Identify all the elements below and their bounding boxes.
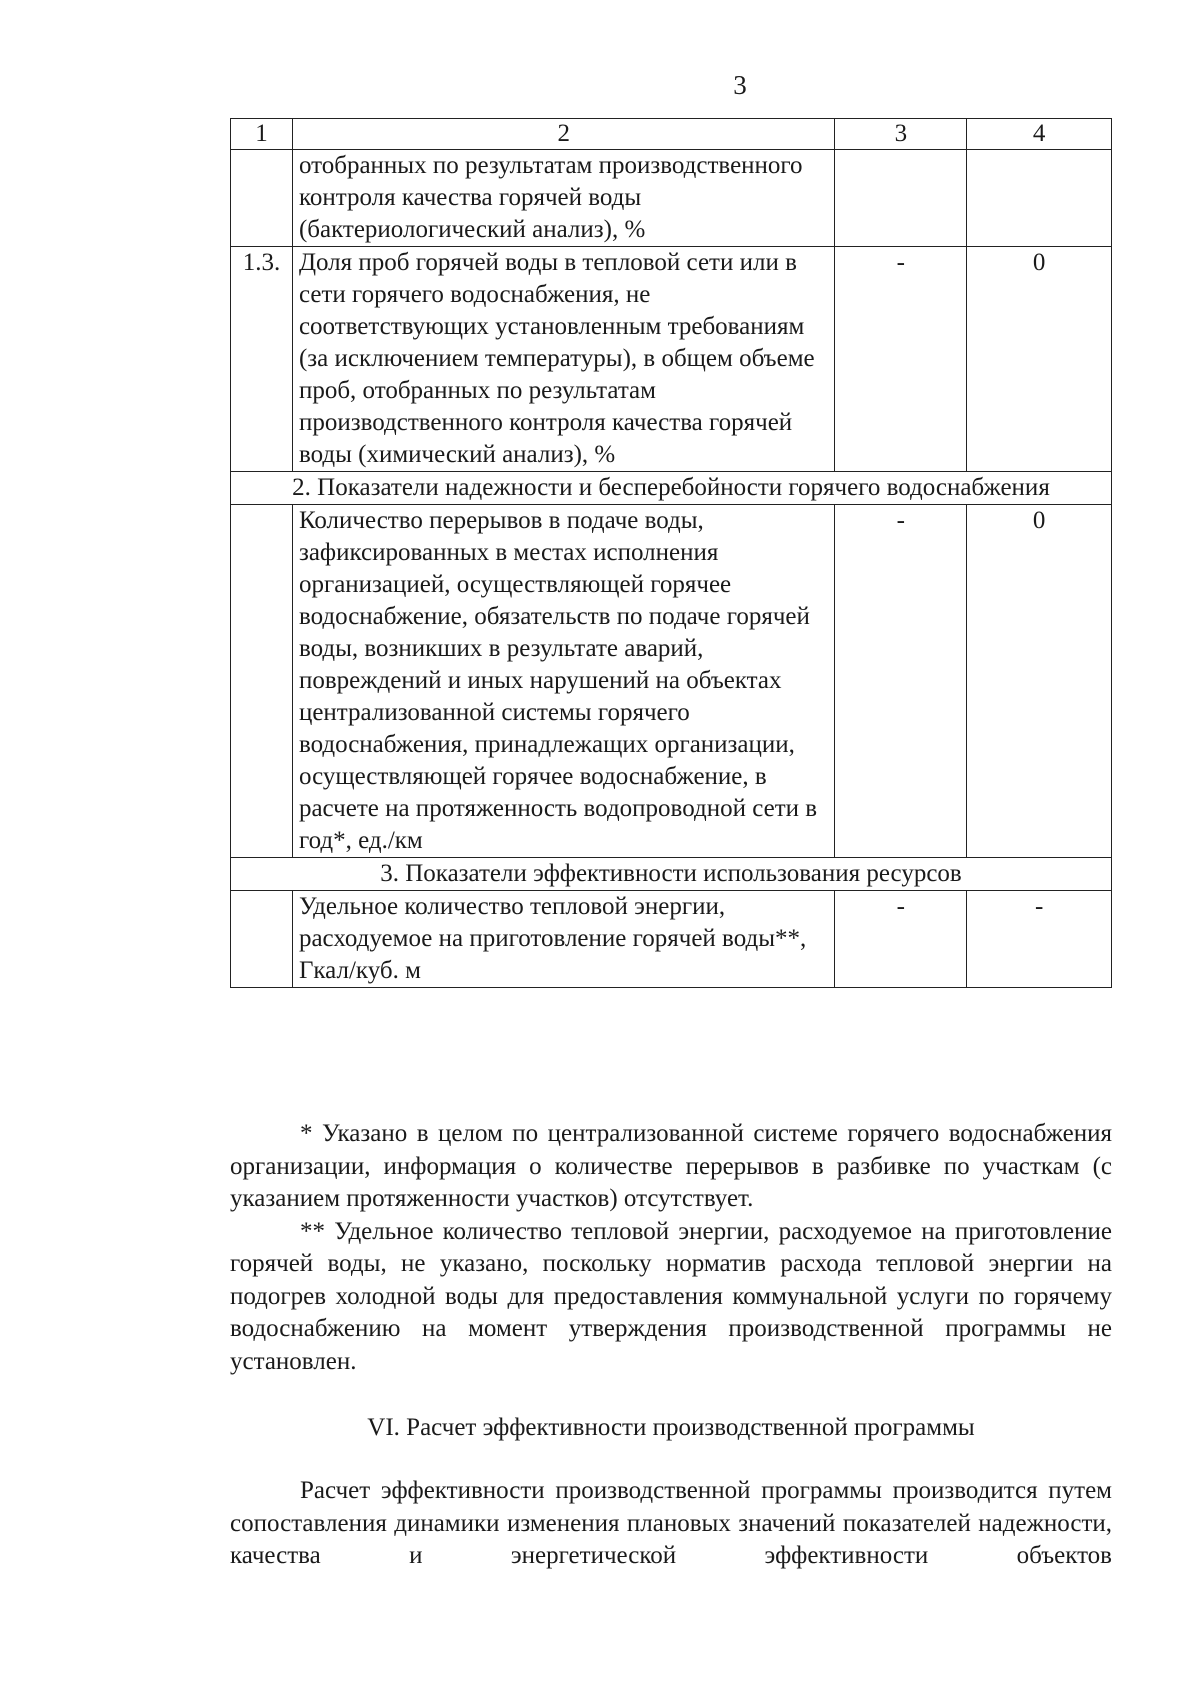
row-value-col4: 0 [967,505,1112,858]
row-number [231,891,293,988]
section-2-title: 2. Показатели надежности и бесперебойности горячего водоснабжения [231,472,1112,505]
footnote-1: * Указано в целом по централизованной системе горячего водоснабжения организации, информация о количестве перерывов в разбивке по участкам (с указанием протяженности участков) отсутствует. [230,1120,1112,1212]
row-value-col3: - [835,247,967,472]
row-value-col3 [835,150,967,247]
header-cell-4: 4 [967,119,1112,150]
page-number: 3 [733,70,747,100]
row-description: Удельное количество тепловой энергии, расходуемое на приготовление горячей воды**, Гкал/куб. м [292,891,834,988]
indicators-table [230,118,1112,988]
header-cell-2: 2 [292,119,834,150]
row-value-col4: 0 [967,247,1112,472]
row-description: Доля проб горячей воды в тепловой сети или в сети горячего водоснабжения, не соответствующих установленным требованиям (за исключением температуры), в общем объеме проб, отобранных по результатам производственного контроля качества горячей воды (химический анализ), % [292,247,834,472]
row-value-col4: - [967,891,1112,988]
table-row [231,150,1112,247]
row-value-col3: - [835,505,967,858]
table-row [231,247,1112,472]
row-value-col4 [967,150,1112,247]
row-value-col3: - [835,891,967,988]
section-vi-paragraph: Расчет эффективности производственной программы производится путем сопоставления динамики изменения плановых значений показателей надежности, качества и энергетической эффективности объектов [230,1477,1112,1569]
section-vi-heading: VI. Расчет эффективности производственной программы [367,1414,975,1441]
table-header-row [231,119,1112,150]
row-number: 1.3. [231,247,293,472]
table-row [231,891,1112,988]
row-number [231,505,293,858]
row-description: Количество перерывов в подаче воды, зафиксированных в местах исполнения организацией, осуществляющей горячее водоснабжение, обязательств по подаче горячей воды, возникших в результате аварий, повреждений и иных нарушений на объектах централизованной системы горячего водоснабжения, принадлежащих организации, осуществляющей горячее водоснабжение, в расчете на протяженность водопроводной сети в год*, ед./км [292,505,834,858]
section-title-row [231,858,1112,891]
table-row [231,505,1112,858]
footnotes [230,1118,1112,1378]
section-3-title: 3. Показатели эффективности использования ресурсов [231,858,1112,891]
section-title-row [231,472,1112,505]
row-number [231,150,293,247]
row-description: отобранных по результатам производственного контроля качества горячей воды (бактериологический анализ), % [292,150,834,247]
header-cell-1: 1 [231,119,293,150]
footnote-2: ** Удельное количество тепловой энергии, расходуемое на приготовление горячей воды, не указано, поскольку норматив расхода тепловой энергии на подогрев холодной воды для предоставления коммунальной услуги по горячему водоснабжению на момент утверждения производственной программы не установлен. [230,1217,1112,1375]
section-vi-body [230,1475,1112,1573]
header-cell-3: 3 [835,119,967,150]
